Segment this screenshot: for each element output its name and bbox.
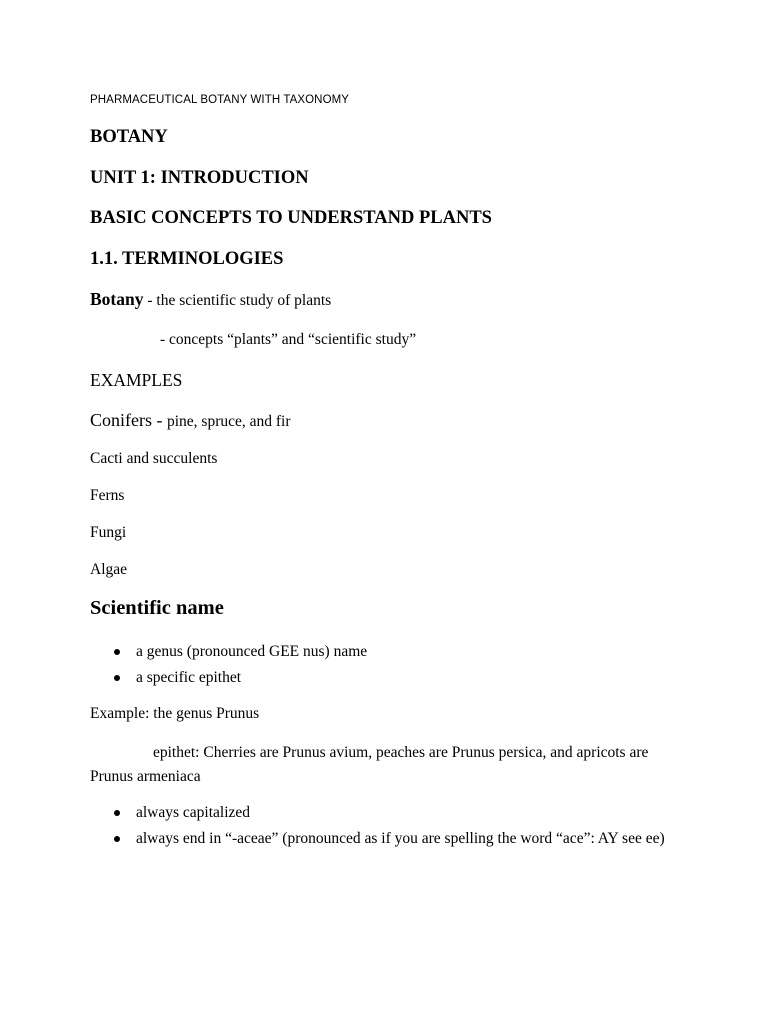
example-genus: Example: the genus Prunus [90, 705, 260, 722]
example-fungi: Fungi [90, 524, 127, 541]
list-item [112, 641, 367, 663]
conifers-line [90, 410, 291, 431]
example-cacti: Cacti and succulents [90, 450, 218, 467]
document-header: PHARMACEUTICAL BOTANY WITH TAXONOMY [90, 94, 350, 106]
heading-botany: BOTANY [90, 127, 168, 147]
list-item [112, 802, 692, 824]
conifers-term: Conifers - [90, 410, 167, 430]
botany-term: Botany [90, 289, 144, 309]
scientific-name-heading: Scientific name [90, 597, 224, 619]
botany-definition-text: - the scientific study of plants [143, 292, 332, 309]
botany-definition [90, 289, 331, 310]
list-item-text: a genus (pronounced GEE nus) name [136, 643, 368, 660]
example-ferns: Ferns [90, 487, 125, 504]
list-item-text: a specific epithet [136, 669, 242, 686]
conifers-list: pine, spruce, and fir [166, 413, 291, 430]
bullet-icon [114, 649, 120, 655]
heading-unit: UNIT 1: INTRODUCTION [90, 168, 309, 188]
list-item-text: always capitalized [136, 804, 251, 821]
heading-section: BASIC CONCEPTS TO UNDERSTAND PLANTS [90, 208, 492, 228]
bullet-icon [114, 675, 120, 681]
family-rules-list [112, 802, 692, 854]
example-algae: Algae [90, 561, 128, 578]
heading-subsection: 1.1. TERMINOLOGIES [90, 249, 284, 269]
botany-concepts: - concepts “plants” and “scientific study” [160, 331, 417, 348]
bullet-icon [114, 836, 120, 842]
scientific-name-list [112, 641, 367, 693]
epithet-paragraph: epithet: Cherries are Prunus avium, peaches are Prunus persica, and apricots are Prunus armeniaca [90, 744, 649, 785]
examples-heading: EXAMPLES [90, 370, 183, 390]
list-item [112, 828, 692, 850]
bullet-icon [114, 810, 120, 816]
list-item-text: always end in “-aceae” (pronounced as if you are spelling the word “ace”: AY see ee) [136, 830, 665, 847]
list-item [112, 667, 367, 689]
